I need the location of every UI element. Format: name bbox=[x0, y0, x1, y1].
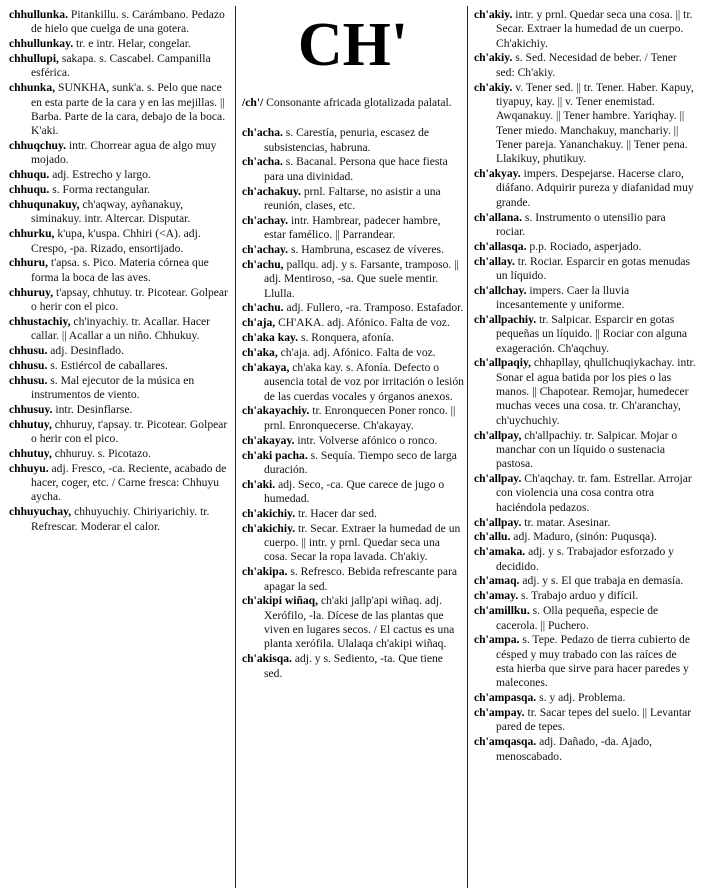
entry-definition: s. Trabajo arduo y difícil. bbox=[518, 589, 639, 603]
entry-headword: ch'allpachiy. bbox=[474, 312, 537, 326]
entry-headword: ch'akichiy. bbox=[242, 521, 296, 535]
entry-definition: tr. Hacer dar sed. bbox=[295, 506, 377, 520]
entry-headword: chhunka, bbox=[9, 81, 56, 95]
entry-definition: ch'allpachiy. tr. Salpicar. Mojar o manchar con un líquido o sustenacia pastosa. bbox=[496, 428, 678, 471]
entry-headword: ch'achay. bbox=[242, 213, 289, 227]
dictionary-entry bbox=[474, 255, 696, 284]
entry-headword: ch'aki. bbox=[242, 477, 276, 491]
entry-headword: chhullunka. bbox=[9, 8, 68, 21]
dictionary-entry bbox=[9, 198, 231, 227]
entry-definition: p.p. Rociado, asperjado. bbox=[526, 239, 642, 253]
entry-headword: ch'achakuy. bbox=[242, 184, 301, 198]
entry-headword: ch'amillku. bbox=[474, 604, 530, 618]
entry-definition: chhuruy, t'apsay. tr. Picotear. Golpear o herir con el pico. bbox=[31, 417, 228, 446]
dictionary-entry bbox=[474, 313, 696, 356]
letter-intro bbox=[242, 96, 464, 110]
column-3 bbox=[474, 8, 696, 765]
entry-headword: ch'aka, bbox=[242, 346, 278, 360]
entry-headword: chhutuy, bbox=[9, 417, 52, 431]
entry-headword: ch'akichiy. bbox=[242, 506, 296, 520]
entry-definition: tr. Rociar. Esparcir en gotas menudas un líquido. bbox=[496, 254, 691, 282]
entry-headword: ch'ampay. bbox=[474, 706, 525, 720]
dictionary-entry bbox=[474, 472, 696, 515]
dictionary-entry bbox=[9, 374, 231, 403]
entry-definition: s. Instrumento o utensilio para rociar. bbox=[496, 210, 666, 238]
intro-text: Consonante africada glotalizada palatal. bbox=[263, 96, 452, 109]
entry-headword: chhustachiy, bbox=[9, 314, 71, 328]
dictionary-entry bbox=[242, 126, 464, 155]
dictionary-entry bbox=[9, 227, 231, 256]
dictionary-entry bbox=[9, 81, 231, 138]
dictionary-entry bbox=[474, 633, 696, 690]
dictionary-entry bbox=[9, 256, 231, 285]
entry-definition: pallqu. adj. y s. Farsante, tramposo. || adj. Mentiroso, -sa. Que suele mentir. Llulla. bbox=[264, 257, 459, 300]
dictionary-entry bbox=[242, 316, 464, 330]
entry-headword: chhusu. bbox=[9, 373, 48, 387]
entry-definition: s. Tepe. Pedazo de tierra cubierto de césped y muy trabado con las raíces de esta hierba que sirve para hacer paredes y malecones. bbox=[496, 633, 690, 690]
entry-headword: ch'achu, bbox=[242, 257, 284, 271]
entry-definition: adj. Fresco, -ca. Reciente, acabado de hacer, coger, etc. / Carne fresca: Chhuyu aycha. bbox=[31, 461, 227, 504]
entry-headword: ch'akayay. bbox=[242, 433, 295, 447]
entry-definition: sakapa. s. Cascabel. Campanilla esférica. bbox=[31, 52, 211, 80]
entry-definition: tr. Secar. Extraer la humedad de un cuerpo. || intr. y prnl. Quedar seca una cosa. Secar la ropa lavada. Ch'akiy. bbox=[264, 521, 461, 564]
entry-headword: ch'akipa. bbox=[242, 565, 288, 579]
entry-headword: ch'akiy. bbox=[474, 80, 513, 94]
dictionary-entry bbox=[242, 301, 464, 315]
entry-headword: chhurku, bbox=[9, 227, 55, 241]
dictionary-entry bbox=[9, 447, 231, 461]
entry-headword: ch'allpaqiy, bbox=[474, 356, 532, 370]
dictionary-entry bbox=[9, 505, 231, 534]
entry-definition: s. y adj. Problema. bbox=[536, 691, 626, 705]
dictionary-entry bbox=[9, 286, 231, 315]
dictionary-entry bbox=[9, 168, 231, 182]
entry-headword: chhutuy, bbox=[9, 447, 52, 460]
dictionary-entry bbox=[242, 346, 464, 360]
dictionary-entry bbox=[474, 691, 696, 705]
entry-headword: ch'aki pacha. bbox=[242, 448, 308, 462]
entry-definition: ch'aja. adj. Afónico. Falta de voz. bbox=[277, 346, 436, 360]
dictionary-entry bbox=[9, 8, 231, 37]
entry-definition: ch'aki jallp'api wiñaq. adj. Xerófilo, -la. Dícese de las plantas que viven en lugares secos. / El cactus es una planta xerófila. Ulalaqa ch'akipi wiñaq. bbox=[264, 594, 455, 651]
entry-headword: chhuqchuy. bbox=[9, 139, 67, 153]
entry-headword: chhusuy. bbox=[9, 402, 53, 416]
dictionary-entry bbox=[474, 284, 696, 313]
entry-headword: ch'akiy. bbox=[474, 8, 513, 21]
dictionary-entry bbox=[242, 652, 464, 681]
dictionary-entry bbox=[474, 356, 696, 427]
entry-headword: ch'amqasqa. bbox=[474, 735, 537, 749]
dictionary-entry bbox=[474, 240, 696, 254]
entry-definition: tr. Sacar tepes del suelo. || Levantar pared de tepes. bbox=[496, 706, 692, 734]
dictionary-entry bbox=[242, 243, 464, 257]
entry-definition: s. Bacanal. Persona que hace fiesta para una divinidad. bbox=[264, 155, 448, 183]
entry-headword: chhusu. bbox=[9, 343, 48, 357]
dictionary-entry bbox=[474, 8, 696, 51]
entry-definition: s. Refresco. Bebida refrescante para apagar la sed. bbox=[264, 565, 458, 593]
dictionary-entry bbox=[9, 139, 231, 168]
entry-definition: ch'inyachiy. tr. Acallar. Hacer callar. || Acallar a un niño. Chhukuy. bbox=[31, 314, 210, 343]
entry-definition: chhapllay, qhullchuqiykachay. intr. Sonar el agua batida por los pies o las manos. || Chapotear. Remojar, humedecer muchas veces una cosa. tr. Ch'aranchay, ch'uychuchiy. bbox=[496, 356, 696, 427]
entry-headword: chhuru, bbox=[9, 256, 48, 270]
entry-definition: adj. Desinflado. bbox=[47, 343, 124, 357]
dictionary-entry bbox=[9, 359, 231, 373]
entry-headword: ch'allpay. bbox=[474, 472, 522, 486]
entry-definition: impers. Despejarse. Hacerse claro, diáfano. Adquirir pureza y diafanidad muy grande. bbox=[496, 167, 694, 209]
dictionary-entry bbox=[474, 51, 696, 80]
dictionary-entry bbox=[242, 507, 464, 521]
dictionary-entry bbox=[474, 429, 696, 472]
entry-definition: v. Tener sed. || tr. Tener. Haber. Kapuy, tiyapuy, kay. || v. Tener enemistad. Awqanakuy. || Tener hambre. Yariqhay. || Tener miedo. Manchakuy, manchariy. || Tener pareja. Yananchakuy. || Tener pena. Llakikuy, phutikuy. bbox=[496, 80, 694, 166]
entry-definition: SUNKHA, sunk'a. s. Pelo que nace en esta parte de la cara y en las mejillas. || Barba. Parte de la cara, debajo de la boca. K'aki. bbox=[31, 81, 226, 138]
intro-headword: /ch'/ bbox=[242, 96, 264, 109]
entry-definition: adj. y s. Sediento, -ta. Que tiene sed. bbox=[264, 652, 443, 680]
dictionary-entry bbox=[242, 214, 464, 243]
dictionary-entry bbox=[474, 211, 696, 240]
dictionary-entry bbox=[242, 565, 464, 594]
dictionary-entry bbox=[242, 361, 464, 404]
entry-definition: adj. Dañado, -da. Ajado, menoscabado. bbox=[496, 735, 653, 763]
dictionary-entry bbox=[474, 574, 696, 588]
entry-definition: adj. Estrecho y largo. bbox=[49, 168, 151, 182]
entry-headword: ch'akayachiy. bbox=[242, 404, 310, 418]
entry-headword: chhuruy, bbox=[9, 285, 54, 299]
entry-headword: ch'ampa. bbox=[474, 633, 520, 647]
entry-headword: ch'allu. bbox=[474, 530, 511, 544]
entry-definition: k'upa, k'uspa. Chhiri (<A). adj. Crespo, -pa. Rizado, ensortijado. bbox=[31, 227, 201, 255]
entry-definition: tr. Salpicar. Esparcir en gotas pequeñas un líquido. || Rociar con alguna exageración. Ch'aqchuy. bbox=[496, 312, 688, 355]
entry-headword: ch'aka kay. bbox=[242, 331, 299, 345]
entry-definition: s. Hambruna, escasez de víveres. bbox=[288, 243, 444, 257]
entry-definition: ch'aka kay. s. Afonía. Defecto o ausencia total de voz por irritación o lesión de las cuerdas vocales y órganos anexos. bbox=[264, 360, 464, 403]
column-1 bbox=[9, 8, 231, 535]
entry-definition: s. Sed. Necesidad de beber. / Tener sed: Ch'akiy. bbox=[496, 51, 677, 79]
entry-definition: intr. Hambrear, padecer hambre, estar famélico. || Parrandear. bbox=[264, 213, 441, 242]
entry-headword: ch'allasqa. bbox=[474, 239, 527, 253]
dictionary-entry bbox=[242, 434, 464, 448]
entry-headword: ch'allpay. bbox=[474, 515, 522, 529]
dictionary-entry bbox=[9, 315, 231, 344]
entry-headword: ch'ampasqa. bbox=[474, 691, 537, 705]
dictionary-entry bbox=[474, 516, 696, 530]
entry-definition: impers. Caer la lluvia incesantemente y uniforme. bbox=[496, 283, 630, 312]
entry-definition: prnl. Faltarse, no asistir a una reunión, clases, etc. bbox=[264, 184, 441, 212]
entry-headword: ch'aja, bbox=[242, 316, 276, 330]
entry-definition: intr. Chorrear agua de algo muy mojado. bbox=[31, 139, 217, 167]
entry-definition: adj. y s. El que trabaja en demasía. bbox=[519, 574, 684, 588]
dictionary-entry bbox=[242, 522, 464, 565]
entry-definition: tr. matar. Asesinar. bbox=[521, 515, 611, 529]
column-rule-right bbox=[467, 6, 468, 888]
entry-headword: ch'allay. bbox=[474, 254, 515, 268]
entry-definition: adj. y s. Trabajador esforzado y decidido. bbox=[496, 545, 674, 573]
entry-headword: chhuqu. bbox=[9, 183, 50, 197]
dictionary-entry bbox=[242, 185, 464, 214]
entry-definition: adj. Maduro, (sinón: Puqusqa). bbox=[510, 530, 657, 544]
entry-definition: s. Sequía. Tiempo seco de larga duración. bbox=[264, 448, 457, 476]
entry-definition: t'apsa. s. Pico. Materia córnea que forma la boca de las aves. bbox=[31, 256, 209, 284]
dictionary-entry bbox=[242, 155, 464, 184]
entry-headword: ch'amaka. bbox=[474, 545, 526, 559]
entry-headword: chhuqu. bbox=[9, 168, 50, 182]
entry-definition: intr. Desinflarse. bbox=[52, 402, 133, 416]
dictionary-entry bbox=[9, 37, 231, 51]
entry-definition: s. Olla pequeña, especie de cacerola. || Puchero. bbox=[496, 604, 659, 632]
dictionary-entry bbox=[9, 183, 231, 197]
dictionary-entry bbox=[474, 530, 696, 544]
entry-definition: Pitankillu. s. Carámbano. Pedazo de hielo que cuelga de una gotera. bbox=[31, 8, 225, 36]
entry-headword: ch'akaya, bbox=[242, 360, 290, 374]
entry-headword: chhullunkay. bbox=[9, 37, 74, 51]
dictionary-entry bbox=[242, 258, 464, 301]
entry-definition: tr. Enronquecen Poner ronco. || prnl. Enronquecerse. Ch'akayay. bbox=[264, 404, 456, 432]
dictionary-entry bbox=[242, 478, 464, 507]
entry-headword: ch'akisqa. bbox=[242, 652, 292, 666]
entry-headword: chhullupi, bbox=[9, 52, 59, 66]
entry-headword: ch'acha. bbox=[242, 126, 283, 140]
entry-definition: tr. e intr. Helar, congelar. bbox=[73, 37, 191, 51]
dictionary-entry bbox=[9, 52, 231, 81]
entry-headword: ch'acha. bbox=[242, 155, 283, 169]
entry-headword: ch'amaq. bbox=[474, 574, 520, 588]
entry-definition: t'apsay, chhutuy. tr. Picotear. Golpear o herir con el pico. bbox=[31, 285, 228, 313]
dictionary-entry bbox=[474, 545, 696, 574]
column-2 bbox=[242, 96, 464, 681]
entry-definition: adj. Seco, -ca. Que carece de jugo o humedad. bbox=[264, 477, 445, 506]
dictionary-entry bbox=[242, 331, 464, 345]
entry-definition: s. Carestía, penuria, escasez de subsistencias, habruna. bbox=[264, 126, 430, 154]
entry-definition: intr. y prnl. Quedar seca una cosa. || tr. Secar. Extraer la humedad de un cuerpo. Ch'akichiy. bbox=[496, 8, 693, 50]
entry-definition: s. Ronquera, afonía. bbox=[298, 331, 395, 345]
entry-headword: ch'allana. bbox=[474, 210, 522, 224]
entry-definition: adj. Fullero, -ra. Tramposo. Estafador. bbox=[283, 301, 464, 315]
dictionary-entry bbox=[242, 594, 464, 651]
entry-headword: chhusu. bbox=[9, 358, 48, 372]
entry-definition: s. Mal ejecutor de la música en instrumentos de viento. bbox=[31, 373, 195, 402]
column-rule-left bbox=[235, 6, 236, 888]
dictionary-entry bbox=[9, 418, 231, 447]
dictionary-entry bbox=[9, 462, 231, 505]
entry-headword: chhuyu. bbox=[9, 461, 49, 475]
dictionary-entry bbox=[474, 735, 696, 764]
entry-definition: chhuyuchiy. Chiriyarichiy. tr. Refrescar. Moderar el calor. bbox=[31, 505, 210, 533]
entry-headword: chhuyuchay, bbox=[9, 505, 72, 519]
entry-headword: ch'amay. bbox=[474, 589, 519, 603]
dictionary-entry bbox=[474, 589, 696, 603]
entry-definition: s. Estiércol de caballares. bbox=[47, 358, 168, 372]
entry-headword: ch'achay. bbox=[242, 243, 289, 257]
entry-headword: ch'achu. bbox=[242, 301, 284, 315]
dictionary-entry bbox=[474, 706, 696, 735]
entry-headword: ch'allpay, bbox=[474, 428, 522, 442]
letter-heading: CH' bbox=[297, 11, 409, 79]
dictionary-entry bbox=[9, 403, 231, 417]
entry-definition: intr. Volverse afónico o ronco. bbox=[294, 433, 438, 447]
entry-headword: ch'akipi wiñaq, bbox=[242, 594, 319, 608]
entry-headword: ch'allchay. bbox=[474, 283, 527, 297]
entry-definition: s. Forma rectangular. bbox=[49, 183, 151, 197]
dictionary-entry bbox=[474, 81, 696, 167]
dictionary-entry bbox=[9, 344, 231, 358]
entry-definition: CH'AKA. adj. Afónico. Falta de voz. bbox=[275, 316, 450, 330]
dictionary-entry bbox=[474, 167, 696, 210]
entry-headword: ch'akyay. bbox=[474, 167, 521, 181]
entry-headword: ch'akiy. bbox=[474, 51, 513, 65]
entry-definition: ch'aqway, ayñanakuy, siminakuy. intr. Altercar. Disputar. bbox=[31, 198, 191, 226]
dictionary-entry bbox=[474, 604, 696, 633]
dictionary-entry bbox=[242, 449, 464, 478]
entry-definition: chhuruy. s. Picotazo. bbox=[51, 447, 151, 460]
dictionary-entry bbox=[242, 404, 464, 433]
entry-headword: chhuqunakuy, bbox=[9, 198, 80, 212]
entry-definition: Ch'aqchay. tr. fam. Estrellar. Arrojar con violencia una cosa contra otra haciéndola pedazos. bbox=[496, 472, 692, 514]
